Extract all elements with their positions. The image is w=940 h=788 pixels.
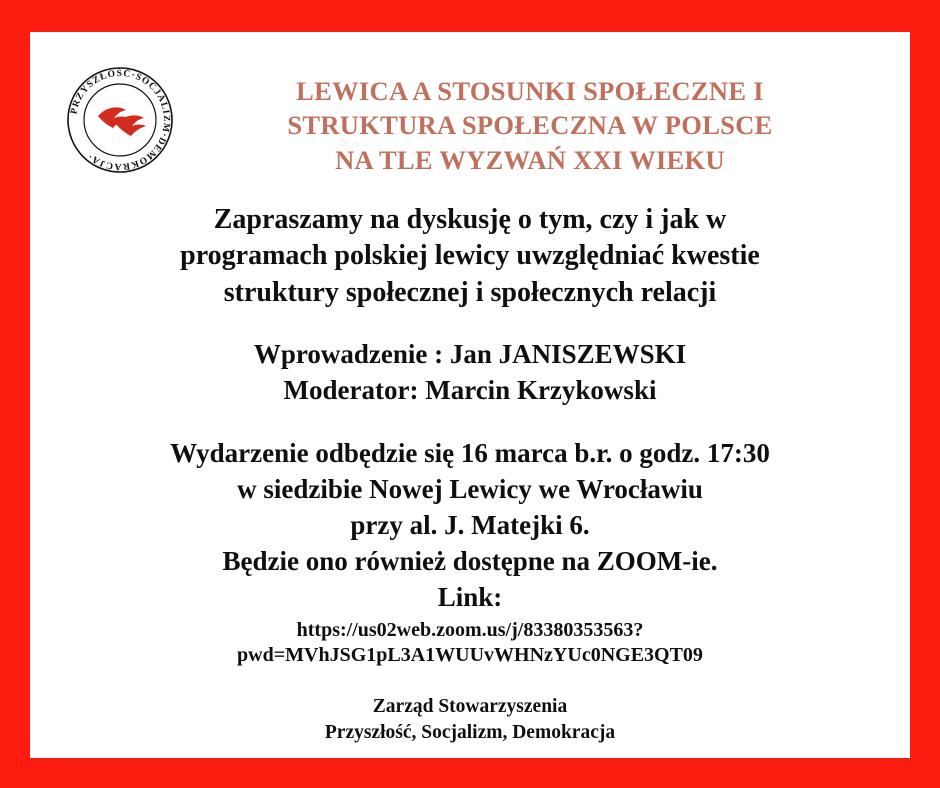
title-line-3: NA TLE WYZWAŃ XXI WIEKU <box>335 144 725 175</box>
zoom-link-line-2: pwd=MVhJSG1pL3A1WUUvWHNzYUc0NGE3QT09 <box>237 643 703 666</box>
poster-title <box>180 74 880 177</box>
event-online-note: Będzie ono również dostępne na ZOOM-ie. <box>222 546 718 577</box>
poster-card <box>30 32 910 758</box>
event-address: przy al. J. Matejki 6. <box>350 510 590 541</box>
svg-text:PRZYSZŁOŚĆ·SOCJALIZM·DEMOKRACJ: PRZYSZŁOŚĆ·SOCJALIZM·DEMOKRACJA· <box>69 68 172 172</box>
signature-line-1: Zarząd Stowarzyszenia <box>372 695 568 717</box>
event-datetime: Wydarzenie odbędzie się 16 marca b.r. o godz. 17:30 <box>170 438 770 469</box>
invitation-line-1: Zapraszamy na dyskusję o tym, czy i jak w <box>213 204 727 235</box>
speaker-moderator: Moderator: Marcin Krzykowski <box>283 374 657 405</box>
event-details <box>50 436 890 668</box>
poster-body <box>50 202 890 747</box>
signature-line-2: Przyszłość, Socjalizm, Demokracja <box>324 722 616 744</box>
event-venue: w siedzibie Nowej Lewicy we Wrocławiu <box>237 474 703 505</box>
title-line-1: LEWICA A STOSUNKI SPOŁECZNE I <box>296 76 764 106</box>
speakers-block <box>50 337 890 408</box>
invitation-paragraph <box>50 202 890 311</box>
signature-block <box>50 694 890 747</box>
speaker-intro: Wprowadzenie : Jan JANISZEWSKI <box>253 339 687 370</box>
organization-logo <box>60 60 180 180</box>
zoom-link-line-1: https://us02web.zoom.us/j/83380353563? <box>296 618 644 641</box>
invitation-line-3: struktury społecznej i społecznych relacji <box>223 276 717 308</box>
link-label: Link: <box>437 582 503 613</box>
invitation-line-2: programach polskiej lewicy uwzględniać kwestie <box>180 240 760 272</box>
title-line-2: STRUKTURA SPOŁECZNA W POLSCE <box>287 110 773 141</box>
zoom-link[interactable] <box>50 618 890 668</box>
